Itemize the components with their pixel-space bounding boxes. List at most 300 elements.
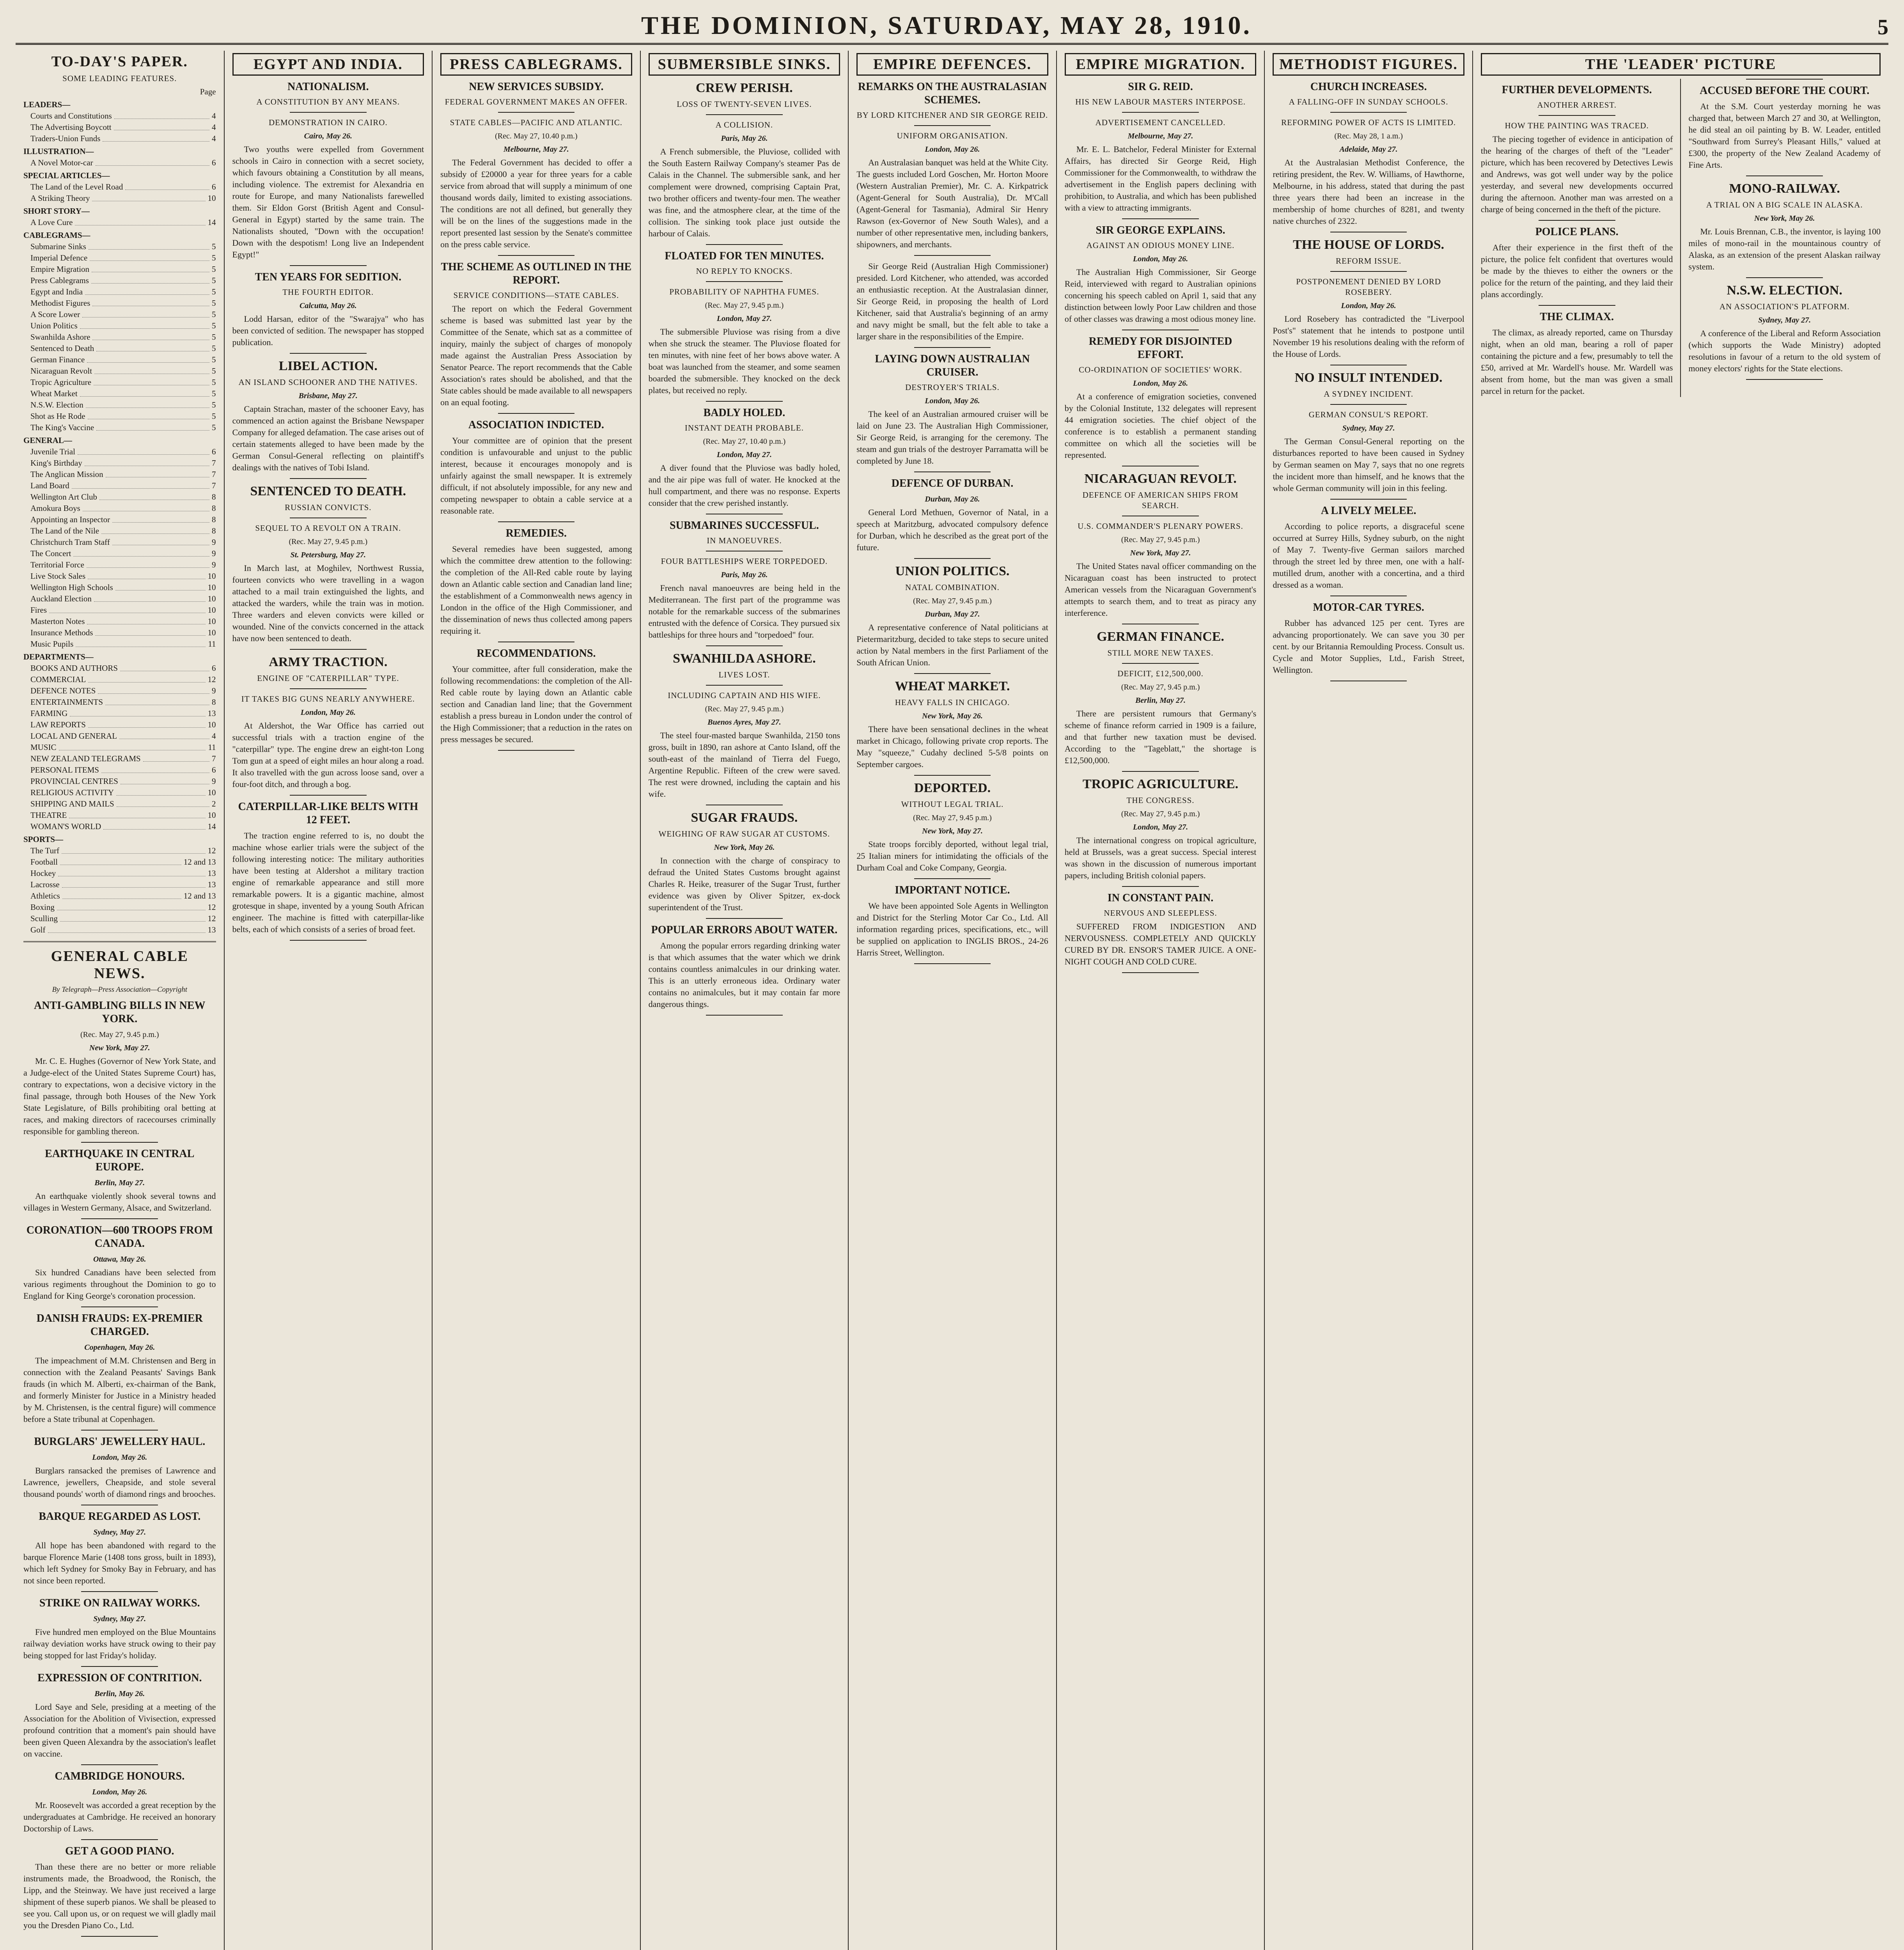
leader-dots <box>121 776 209 784</box>
index-entry <box>23 157 216 168</box>
divider <box>706 114 783 115</box>
divider <box>290 353 367 354</box>
story-list <box>1273 80 1464 681</box>
article-subheading: LOSS OF TWENTY-SEVEN LIVES. <box>677 99 812 109</box>
divider <box>706 1015 783 1016</box>
leader-dots <box>112 537 209 545</box>
article-body: The traction engine referred to is, no doubt the machine whose earlier trials were the subject of the following interesting notice: The military authorities have been testing at Aldershot a military traction engine of remarkable appearance and still more remarkable powers. It is a gigantic machine, almost grotesque in shape, invented by a young South African engineer. The machine is fitted with caterpillar-like belts, each of which consists of a series of broad feet. <box>232 831 424 934</box>
article-received-time: (Rec. May 27, 9.45 p.m.) <box>705 301 784 310</box>
index-entry-label: Auckland Election <box>30 594 92 603</box>
index-entry-page: 5 <box>212 423 216 432</box>
article-headline: RECOMMENDATIONS. <box>477 647 596 659</box>
index-entry-label: A Love Cure <box>30 218 73 227</box>
index-entry-label: Tropic Agriculture <box>30 378 92 387</box>
article-dateline: London, May 26. <box>925 145 980 154</box>
article-subheading: GERMAN CONSUL'S REPORT. <box>1308 410 1429 419</box>
article-dateline: Melbourne, May 27. <box>1128 132 1193 140</box>
article <box>856 353 1048 467</box>
article-dateline: Durban, May 26. <box>925 495 980 503</box>
leader-dots <box>119 730 209 739</box>
article-headline: CAMBRIDGE HONOURS. <box>55 1770 185 1782</box>
index-entry-label: King's Birthday <box>30 458 82 468</box>
index-entry-label: Hockey <box>30 869 56 878</box>
article-body: Sir George Reid (Australian High Commissioner) presided. Lord Kitchener, who attended, was accorded an enthusiastic reception. At the Australasian dinner, Sir George Reid, in proposing the health of Lord Kitchener, said that Australia's beginning of an army and navy might be small, but the felt able to take a larger share in the responsibilities of the Empire. <box>856 261 1048 341</box>
article-subheading: A TRIAL ON A BIG SCALE IN ALASKA. <box>1706 200 1863 209</box>
leader-dots <box>114 110 209 119</box>
article-subheading: THE FOURTH EDITOR. <box>282 287 374 297</box>
article-received-time: (Rec. May 27, 9.45 p.m.) <box>1121 810 1200 818</box>
index-section-title: GENERAL— <box>23 436 72 445</box>
article-body: An earthquake violently shook several towns and villages in Western Germany, Alsace, and Switzerland. <box>23 1191 216 1213</box>
index-entry <box>23 924 216 936</box>
article-headline: GERMAN FINANCE. <box>1097 629 1224 644</box>
article <box>1481 310 1673 397</box>
index-entry-label: A Score Lower <box>30 310 80 319</box>
index-entry-page: 2 <box>212 799 216 808</box>
divider <box>706 244 783 245</box>
column-heading: SUBMERSIBLE SINKS. <box>649 53 840 76</box>
article-body: Lord Saye and Sele, presiding at a meeting of the Association for the Abolition of Vivisection, expressed profound contrition that a moment's pain should have been given Queen Alexandra by the association's leaflet on vaccine. <box>23 1702 216 1759</box>
article <box>1065 335 1257 461</box>
article-body: The report on which the Federal Government scheme is based was submitted last year by the Committee of the Senate, which sat as a committee of inquiry, mainly the subject of charges of monopoly made against the Australian Press Association by Senator Pearce. The report recommends that the Cable Association's rates should be abolished, and that the State cables should be made available to all newspapers on an equal footing. <box>440 304 632 407</box>
leader-dots <box>59 742 206 750</box>
article <box>1065 471 1257 619</box>
index-section-title: SPECIAL ARTICLES— <box>23 171 110 180</box>
divider <box>1122 112 1199 113</box>
divider <box>290 478 367 479</box>
article-subheading: POSTPONEMENT DENIED BY LORD ROSEBERY. <box>1296 277 1441 297</box>
article-dateline: London, May 26. <box>1341 301 1396 310</box>
article-dateline: Paris, May 26. <box>721 134 768 143</box>
article-dateline: Sydney, May 27. <box>1342 424 1395 433</box>
article-headline: EARTHQUAKE IN CENTRAL EUROPE. <box>45 1148 195 1173</box>
leader-dots <box>89 241 209 250</box>
article-body: Mr. Roosevelt was accorded a great reception by the undergraduates at Cambridge. He received an honorary Doctorship of Laws. <box>23 1800 216 1833</box>
divider <box>290 649 367 650</box>
divider <box>914 963 991 964</box>
article-headline: THE CLIMAX. <box>1540 311 1614 323</box>
story-list <box>23 999 216 1937</box>
index-entry-page: 10 <box>207 788 216 797</box>
divider <box>81 1306 158 1307</box>
index-entry <box>23 787 216 798</box>
index-entry-page: 13 <box>207 925 216 934</box>
article-headline: EXPRESSION OF CONTRITION. <box>37 1672 202 1684</box>
leader-dots <box>87 616 205 624</box>
index-entry <box>23 856 216 868</box>
article-body: An Australasian banquet was held at the White City. The guests included Lord Goschen, Mr. Horton Moore (Western Australian Premier), Mr. C. A. Kirkpatrick (Agent-General for South Australia), Dr. M'Call (Agent-General for Tasmania), Admiral Sir Henry Rawson (ex-Governor of New South Wales), and a number of other representative men, including bankers, shipowners, and merchants. <box>856 158 1048 249</box>
index-entry-page: 7 <box>212 470 216 479</box>
article <box>23 1672 216 1760</box>
index-entry-label: Wellington High Schools <box>30 583 113 592</box>
article-received-time: (Rec. May 27, 9.45 p.m.) <box>913 597 992 605</box>
article-subheading: SEQUEL TO A REVOLT ON A TRAIN. <box>255 523 401 533</box>
article <box>440 80 632 250</box>
index-entry-label: Juvenile Trial <box>30 447 75 456</box>
index-entry-label: LOCAL AND GENERAL <box>30 731 117 741</box>
index-entry <box>23 110 216 122</box>
index-entry <box>23 821 216 832</box>
index-entry-label: Fires <box>30 605 47 615</box>
index-entry-page: 5 <box>212 366 216 376</box>
article <box>232 800 424 935</box>
leader-dots <box>98 685 209 694</box>
index-entry-label: Football <box>30 857 58 867</box>
article-body: Lord Rosebery has contradicted the "Liverpool Post's" statement that he intends to postpone until November 19 his resolutions dealing with the reform of the House of Lords. <box>1273 314 1464 359</box>
article-subheading: FEDERAL GOVERNMENT MAKES AN OFFER. <box>445 97 628 106</box>
article-headline: BURGLARS' JEWELLERY HAUL. <box>34 1436 206 1448</box>
article-dateline: Durban, May 27. <box>925 610 980 619</box>
article-dateline: Cairo, May 26. <box>304 132 352 140</box>
index-entry-label: SHIPPING AND MAILS <box>30 799 114 808</box>
index-entry <box>23 122 216 133</box>
divider <box>1539 115 1615 116</box>
article-body: According to police reports, a disgraceful scene occurred at Surrey Hills, Sydney suburb, on the night of May 7. Twenty-five German sailors marched through the street led by three men, one with a half-mutilled drum, another with a concertina, and a third dressed as a woman. <box>1273 521 1464 590</box>
article-subheading: CO-ORDINATION OF SOCIETIES' WORK. <box>1079 365 1243 374</box>
article-dateline: London, May 26. <box>1133 379 1188 388</box>
article-subheading: AGAINST AN ODIOUS MONEY LINE. <box>1086 241 1235 250</box>
index-entry-label: Live Stock Sales <box>30 571 86 581</box>
index-entry-label: A Striking Theory <box>30 193 90 203</box>
article-subheading: STILL MORE NEW TAXES. <box>1107 648 1214 658</box>
divider <box>1122 972 1199 973</box>
article-dateline: London, May 26. <box>92 1453 147 1462</box>
article-subheading: ANOTHER ARREST. <box>1537 100 1617 110</box>
index-entry-page: 4 <box>212 122 216 132</box>
index-entry <box>23 241 216 252</box>
article-headline: REMEDY FOR DISJOINTED EFFORT. <box>1089 335 1232 361</box>
article-headline: CATERPILLAR-LIKE BELTS WITH 12 FEET. <box>238 801 418 826</box>
index-entry-page: 7 <box>212 458 216 468</box>
index-entry <box>23 457 216 469</box>
article-headline: IMPORTANT NOTICE. <box>895 884 1010 896</box>
leader-dots <box>117 798 209 807</box>
article <box>1481 225 1673 300</box>
leader-dots <box>103 821 205 830</box>
article-body: The submersible Pluviose was rising from a dive when she struck the steamer. The Pluviose floated for ten minutes, with nine feet of her bows above water. A boat was launched from the steamer, and some seamen boarded the submersible. They knocked on the deck plates, but received no reply. <box>648 327 840 395</box>
index-entry-page: 12 <box>207 902 216 912</box>
leader-dots <box>73 548 209 557</box>
index-entry-page: 9 <box>212 560 216 569</box>
article-headline: LAYING DOWN AUSTRALIAN CRUISER. <box>875 353 1030 378</box>
article-received-time: (Rec. May 27, 9.45 p.m.) <box>705 705 784 713</box>
index-heading: TO-DAY'S PAPER. <box>51 53 188 70</box>
article-headline: TROPIC AGRICULTURE. <box>1082 777 1239 791</box>
article-dateline: Sydney, May 27. <box>93 1528 146 1537</box>
article <box>856 477 1048 553</box>
index-entry-page: 14 <box>207 218 216 227</box>
leader-dots <box>92 193 205 201</box>
article <box>23 1224 216 1302</box>
index-entry-label: Wellington Art Club <box>30 492 97 502</box>
article-body: The United States naval officer commanding on the Nicaraguan coast has been instructed to protect American vessels from the Nicaraguan Government's attempts to search them, and to treat as piracy any interference. <box>1064 561 1257 618</box>
divider <box>81 1591 158 1592</box>
leader-dots <box>62 879 206 888</box>
article-headline: SIR GEORGE EXPLAINS. <box>1096 224 1225 236</box>
index-entry-page: 12 <box>207 846 216 855</box>
article <box>1273 504 1464 591</box>
divider <box>81 1764 158 1765</box>
index-entry-page: 10 <box>207 594 216 603</box>
page-number: 5 <box>1877 15 1888 39</box>
article <box>649 924 840 1010</box>
divider <box>81 1142 158 1143</box>
article-subheading: DEFENCE OF AMERICAN SHIPS FROM SEARCH. <box>1082 490 1239 510</box>
index-entry <box>23 663 216 674</box>
article-body: Lodd Harsan, editor of the "Swarajya" who has been convicted of sedition. The newspaper has stopped publication. <box>232 314 424 347</box>
index-entry-page: 8 <box>212 503 216 513</box>
column-egypt-india <box>224 51 432 1950</box>
article-headline: NICARAGUAN REVOLT. <box>1084 472 1237 486</box>
article-subheading: DESTROYER'S TRIALS. <box>905 383 1000 392</box>
article-headline: BARQUE REGARDED AS LOST. <box>39 1510 201 1523</box>
article-body: The Federal Government has decided to offer a subsidy of £20000 a year for three years for a cable service from abroad that will supply a minimum of one thousand words daily, limited to existing associations. The conditions are not all defined, but generally they will be on the lines of the suggestions made in the report presented last session by the Senate's committee on the press cable service. <box>440 158 632 249</box>
article-dateline: London, May 26. <box>300 708 356 717</box>
index-entry-label: Empire Migration <box>30 264 90 274</box>
article-body: Rubber has advanced 125 per cent. Tyres are advancing proportionately. We can save you 30 per cent. by our Britannia Remoulding Process. Consult us. Cycle and Motor Supplies, Ltd., Farish Street, Wellington. <box>1273 618 1464 675</box>
article <box>649 519 840 641</box>
article <box>1273 80 1464 227</box>
column-leader-picture <box>1472 51 1888 1950</box>
article-subheading: A SYDNEY INCIDENT. <box>1324 389 1413 399</box>
divider <box>706 401 783 402</box>
index-entry-label: The Anglican Mission <box>30 470 103 479</box>
divider <box>290 795 367 796</box>
column-empire-defences <box>848 51 1056 1950</box>
article <box>1273 237 1464 360</box>
divider <box>290 265 367 266</box>
index-entry-page: 13 <box>207 709 216 718</box>
leader-dots <box>76 638 206 647</box>
index-entry <box>23 627 216 638</box>
article-subheading: INSTANT DEATH PROBABLE. <box>684 423 804 433</box>
leader-dots <box>78 446 209 455</box>
article-received-time: (Rec. May 27, 10.40 p.m.) <box>495 132 578 140</box>
index-entry-page: 7 <box>212 754 216 763</box>
index-entry-label: Lacrosse <box>30 880 60 889</box>
index-entry <box>23 332 216 343</box>
article <box>1481 83 1673 215</box>
article-body: A French submersible, the Pluviose, collided with the South Eastern Railway Company's steamer Pas de Calais in the Channel. The submersible sank, and her complement were drowned, comprising Captain Prat, two brother officers and twenty-four men. The weather was fine, and the atmosphere clear, at the time of the collision. The sinking took place just outside the harbour of Calais. <box>648 147 840 238</box>
article <box>1273 370 1464 494</box>
article-received-time: (Rec. May 27, 9.45 p.m.) <box>1121 535 1200 544</box>
divider <box>914 125 991 126</box>
index-entry-page: 8 <box>212 526 216 535</box>
divider <box>81 1666 158 1667</box>
article-body: Burglars ransacked the premises of Lawrence and Lawrence, jewellers, Cheapside, and stole several thousand pounds' worth of diamond rings and brooches. <box>23 1466 216 1499</box>
article-body: In connection with the charge of conspiracy to defraud the United States Customs brought against Charles R. Heike, treasurer of the Sugar Trust, further evidence was given by Oliver Spitzer, ex-dock superintendent of the Trust. <box>648 856 840 912</box>
article <box>856 884 1048 959</box>
index-entry <box>23 697 216 708</box>
article-headline: A LIVELY MELEE. <box>1321 505 1416 517</box>
index-entry-page: 12 <box>207 914 216 923</box>
leader-dots <box>69 810 205 818</box>
article <box>440 418 632 517</box>
index-entry <box>23 913 216 924</box>
index-entry <box>23 604 216 616</box>
divider <box>706 685 783 686</box>
index-entry <box>23 388 216 399</box>
index-entry <box>23 217 216 228</box>
index-entry-page: 10 <box>207 571 216 581</box>
article-subheading: HIS NEW LABOUR MASTERS INTERPOSE. <box>1075 97 1246 106</box>
article-dateline: Berlin, May 27. <box>94 1179 145 1187</box>
index-entry-label: Wheat Market <box>30 389 78 398</box>
article-headline: FURTHER DEVELOPMENTS. <box>1502 84 1652 96</box>
article-subheading: UNIFORM ORGANISATION. <box>897 131 1008 140</box>
article-subheading: A CONSTITUTION BY ANY MEANS. <box>256 97 400 106</box>
article <box>23 1510 216 1587</box>
leader-dots <box>87 354 209 363</box>
article-headline: IN CONSTANT PAIN. <box>1107 892 1214 904</box>
divider <box>1746 379 1823 380</box>
article-headline: REMEDIES. <box>505 527 567 539</box>
article-body: Among the popular errors regarding drinking water is that which assumes that the water which we drink contains countless animalcules in our drinking water. This is an utterly erroneous idea. Ordinary water contains no animalcules, but it may contain far more dangerous things. <box>648 941 840 1009</box>
index-entry-label: Union Politics <box>30 321 78 330</box>
article-dateline: Berlin, May 26. <box>94 1689 145 1698</box>
article <box>1688 283 1881 374</box>
index-entry <box>23 193 216 204</box>
index-entry-page: 5 <box>212 287 216 296</box>
article-dateline: London, May 26. <box>1133 255 1188 263</box>
divider <box>1330 112 1407 113</box>
article-headline: CORONATION—600 TROOPS FROM CANADA. <box>26 1224 213 1250</box>
article-subheading: PROBABILITY OF NAPHTHA FUMES. <box>669 287 819 296</box>
article-headline: ACCUSED BEFORE THE COURT. <box>1700 85 1870 97</box>
index-entry-page: 9 <box>212 549 216 558</box>
index-entry-label: Land Board <box>30 481 69 490</box>
article <box>23 999 216 1137</box>
article-subheading: WITHOUT LEGAL TRIAL. <box>901 800 1004 809</box>
article <box>1065 80 1257 214</box>
article-body: At the S.M. Court yesterday morning he was charged that, between March 27 and 30, at Wellington, he did steal an oil painting by B. W. Leader, entitled "Southward from Surrey's Pleasant Hills," valued at £300, the property of the New Zealand Academy of Fine Arts. <box>1688 101 1881 170</box>
article-subheading: REFORM ISSUE. <box>1336 256 1402 266</box>
index-section-title: SHORT STORY— <box>23 206 90 216</box>
index-entry-label: The King's Vaccine <box>30 423 94 432</box>
article-headline: THE SCHEME AS OUTLINED IN THE REPORT. <box>441 261 632 286</box>
index-entry <box>23 469 216 480</box>
story-list <box>1481 79 1881 397</box>
divider <box>1122 663 1199 664</box>
article-headline: REMARKS ON THE AUSTRALASIAN SCHEMES. <box>858 81 1047 106</box>
index-entry <box>23 798 216 810</box>
leader-dots <box>94 365 209 374</box>
columns <box>16 51 1888 1950</box>
index-entry-label: N.S.W. Election <box>30 400 83 410</box>
article-body: There are persistent rumours that Germany's scheme of finance reform carried in 1909 is a failure, and that further new taxation must be devised. According to the "Tageblatt," the shortage is £12,500,000. <box>1064 709 1257 765</box>
index-entry <box>23 399 216 411</box>
index-entry-page: 13 <box>207 869 216 878</box>
article-received-time: (Rec. May 27, 9.45 p.m.) <box>289 537 368 546</box>
article-headline: TEN YEARS FOR SEDITION. <box>255 271 402 283</box>
article-dateline: Melbourne, May 27. <box>503 145 569 154</box>
index-subheading: SOME LEADING FEATURES. <box>62 74 177 83</box>
article <box>232 271 424 348</box>
divider <box>1746 277 1823 278</box>
article-subheading: DEFICIT, £12,500,000. <box>1117 669 1204 678</box>
index-entry-label: Methodist Figures <box>30 298 90 308</box>
article <box>649 406 840 509</box>
index-entry <box>23 868 216 879</box>
index-entry <box>23 320 216 332</box>
leader-dots <box>106 469 209 477</box>
leader-dots <box>116 787 205 796</box>
article-headline: SIR G. REID. <box>1128 81 1193 93</box>
index-entry-page: 5 <box>212 411 216 421</box>
article-headline: UNION POLITICS. <box>895 564 1010 578</box>
index-entry-page: 6 <box>212 182 216 191</box>
article <box>440 527 632 637</box>
index-entry <box>23 377 216 388</box>
index-entry-page: 12 and 13 <box>183 891 216 901</box>
index-entry-label: The Advertising Boycott <box>30 122 112 132</box>
index-entry-label: Submarine Sinks <box>30 242 86 251</box>
divider <box>1539 220 1615 221</box>
index-entry-label: Athletics <box>30 891 60 901</box>
index-entry-label: Insurance Methods <box>30 628 93 637</box>
leader-dots <box>83 503 209 511</box>
leader-dots <box>112 514 209 523</box>
divider <box>706 645 783 646</box>
article-dateline: London, May 27. <box>716 450 772 459</box>
article-headline: N.S.W. ELECTION. <box>1727 283 1842 298</box>
index-entry <box>23 422 216 433</box>
index-entry <box>23 286 216 298</box>
index-entry <box>23 902 216 913</box>
index-list <box>23 86 216 936</box>
article-headline: CREW PERISH. <box>696 81 793 95</box>
index-entry <box>23 582 216 593</box>
leader-dots <box>99 491 209 500</box>
article-headline: SENTENCED TO DEATH. <box>250 484 406 498</box>
leader-dots <box>62 890 181 899</box>
article-body: The climax, as already reported, came on Thursday night, when an old man, bearing a roll of paper containing the picture and a few, presumably to tell the £50, arrived at Mr. Wardell's house. Mr. Wardell was absent from home, but the man was given a small parcel in return for the packet. <box>1480 328 1673 396</box>
index-entry <box>23 411 216 422</box>
article-headline: NATIONALISM. <box>287 81 369 93</box>
index-entry-page: 5 <box>212 400 216 410</box>
divider <box>498 112 575 113</box>
story-list <box>232 80 424 941</box>
column-submersible-sinks <box>640 51 848 1950</box>
article <box>1065 892 1257 968</box>
column-heading: METHODIST FIGURES. <box>1273 53 1464 76</box>
index-entry-label: Appointing an Inspector <box>30 515 110 524</box>
article-body: Mr. C. E. Hughes (Governor of New York State, and a Judge-elect of the United States Supreme Court) has, contrary to expectations, won a decisive victory in the final passage, through both Houses of the New York State Legislature, of Bills prohibiting oral betting at races, and making directors of racecourses criminally responsible for gambling thereon. <box>23 1056 216 1136</box>
article-received-time: (Rec. May 28, 1 a.m.) <box>1334 132 1403 140</box>
leader-dots <box>105 697 209 705</box>
article-body: Five hundred men employed on the Blue Mountains railway deviation works have struck owing to their pay being stopped for last Friday's holiday. <box>23 1627 216 1660</box>
divider <box>498 255 575 256</box>
index-entry-label: A Novel Motor-car <box>30 158 93 167</box>
index-entry-label: BOOKS AND AUTHORS <box>30 663 118 673</box>
index-entry <box>23 890 216 902</box>
article-body: At the Australasian Methodist Conference, the retiring president, the Rev. W. Williams, of Hawthorne, Melbourne, in his address, stated that during the past three years there had been an increase in the membership of home churches of 8281, and twenty native churches of 2322. <box>1273 158 1464 226</box>
story-list <box>440 80 632 751</box>
article-subheading: STATE CABLES—PACIFIC AND ATLANTIC. <box>450 118 623 127</box>
index-entry-page: 8 <box>212 515 216 524</box>
article-body: In March last, at Moghilev, Northwest Russia, fourteen convicts who were travelling in a wagon attached to a mail train extinguished the lights, and attacked the warders, while the train was in motion. Three warders and eleven convicts were killed or wounded. Nine of the convicts concerned in the attack have now been sentenced to death. <box>232 563 424 643</box>
divider <box>914 558 991 559</box>
article-subheading: INCLUDING CAPTAIN AND HIS WIFE. <box>668 691 821 700</box>
article-subheading: SERVICE CONDITIONS—STATE CABLES. <box>453 291 619 300</box>
index-entry-page: 10 <box>207 617 216 626</box>
index-entry-page: 4 <box>212 111 216 121</box>
article-subheading: NO REPLY TO KNOCKS. <box>696 266 793 276</box>
divider <box>914 255 991 256</box>
index-entry-label: DEFENCE NOTES <box>30 686 96 695</box>
index-entry-page: 5 <box>212 264 216 274</box>
leader-dots <box>91 275 209 284</box>
